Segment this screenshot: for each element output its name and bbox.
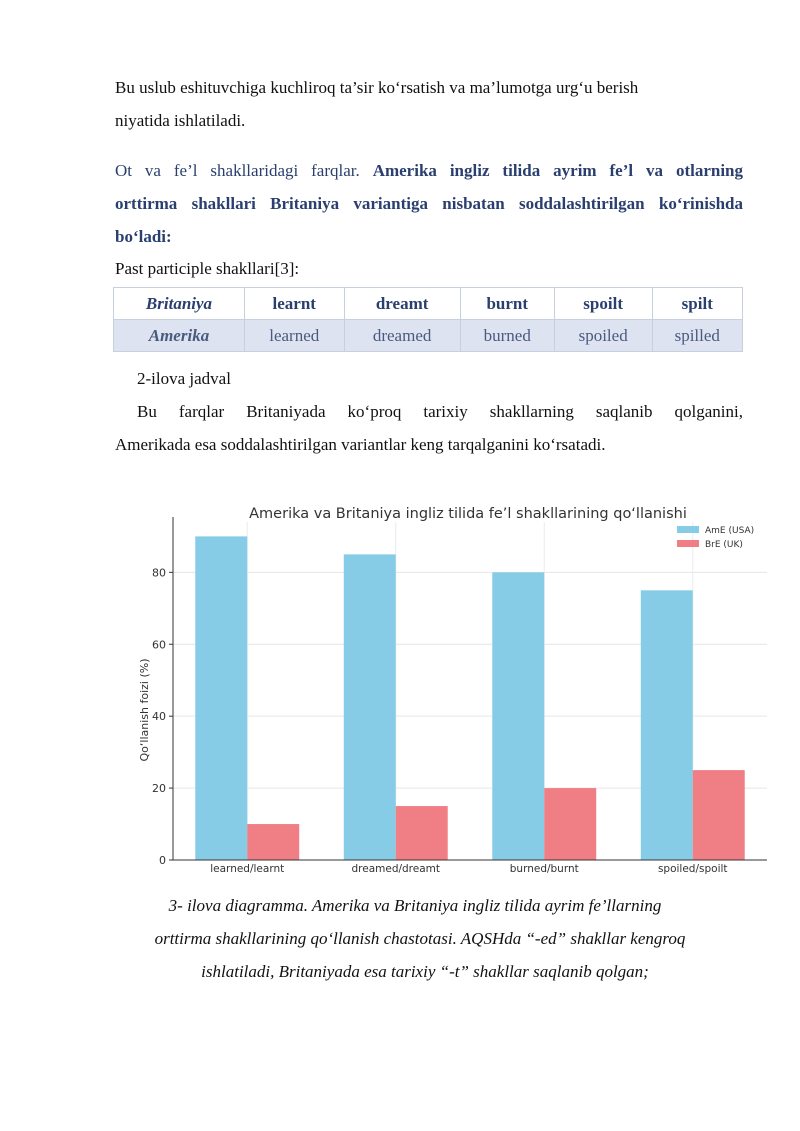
bar-bre-2 [544,788,596,860]
x-tick-label: dreamed/dreamt [351,863,441,875]
legend-label: AmE (USA) [705,526,755,536]
y-tick-label: 0 [159,854,166,867]
bar-ame-3 [641,590,693,860]
y-tick-label: 40 [152,710,166,724]
row-label: Britaniya [114,288,245,320]
table-cell: dreamed [344,320,460,352]
intro-line-2: niyatida ishlatiladi. [115,111,246,130]
chart-title: Amerika va Britaniya ingliz tilida fe’l shakllarining qo‘llanishi [249,506,687,522]
usage-bar-chart [110,495,780,880]
intro-line-1: Bu uslub eshituvchiga kuchliroq ta’sir ko‘rsatish va ma’lumotga urg‘u berish [115,78,639,97]
conclusion-line-2: Amerikada esa soddalashtirilgan variantlar keng tarqalganini ko‘rsatadi. [115,435,606,454]
legend-label: BrE (UK) [705,540,743,550]
figure-caption-line-1: 3- ilova diagramma. Amerika va Britaniya ingliz tilida ayrim fe’llarning [168,896,662,915]
bar-bre-1 [396,806,448,860]
table-cell: learnt [244,288,344,320]
conclusion-line-1: Bu farqlar Britaniyada ko‘proq tarixiy shakllarning saqlanib qolganini, [137,402,743,421]
legend-swatch [677,540,699,547]
table-cell: spilt [652,288,742,320]
table-cell: dreamt [344,288,460,320]
bar-ame-2 [492,572,544,860]
section-bold-2: orttirma shakllari Britaniya variantiga nisbatan soddalashtirilgan ko‘rinishda [115,194,743,213]
row-label: Amerika [114,320,245,352]
table-cell: burned [460,320,554,352]
past-participle-table [113,287,743,352]
section-bold-1: Amerika ingliz tilida ayrim fe’l va otlarning [372,161,744,180]
table-cell: spoiled [554,320,652,352]
legend-swatch [677,526,699,533]
table-row-amerika [114,320,743,352]
section-line-1 [115,155,743,187]
section-bold-3: bo‘ladi: [115,227,172,246]
bar-ame-1 [344,554,396,860]
table-cell: spilled [652,320,742,352]
table-cell: spoilt [554,288,652,320]
bar-ame-0 [195,536,247,860]
table-cell: learned [244,320,344,352]
figure-caption-line-2: orttirma shakllarining qo‘llanish chastotasi. AQSHda “-ed” shakllar kengroq [154,929,686,948]
bar-bre-3 [693,770,745,860]
x-tick-label: burned/burnt [509,863,579,875]
y-tick-label: 20 [152,782,166,796]
x-tick-label: learned/learnt [210,863,285,875]
y-axis-label: Qo‘llanish foizi (%) [138,658,151,762]
y-tick-label: 60 [152,638,166,652]
section-lead: Ot va fe’l shakllaridagi farqlar. [115,161,360,180]
y-tick-label: 80 [152,566,166,580]
table-caption: 2-ilova jadval [137,369,231,388]
table-cell: burnt [460,288,554,320]
bar-bre-0 [247,824,299,860]
table-row-britaniya [114,288,743,320]
x-tick-label: spoiled/spoilt [657,863,728,875]
figure-caption-line-3: ishlatiladi, Britaniyada esa tarixiy “-t” shakllar saqlanib qolgan; [201,962,649,981]
table-intro: Past participle shakllari[3]: [115,259,300,278]
